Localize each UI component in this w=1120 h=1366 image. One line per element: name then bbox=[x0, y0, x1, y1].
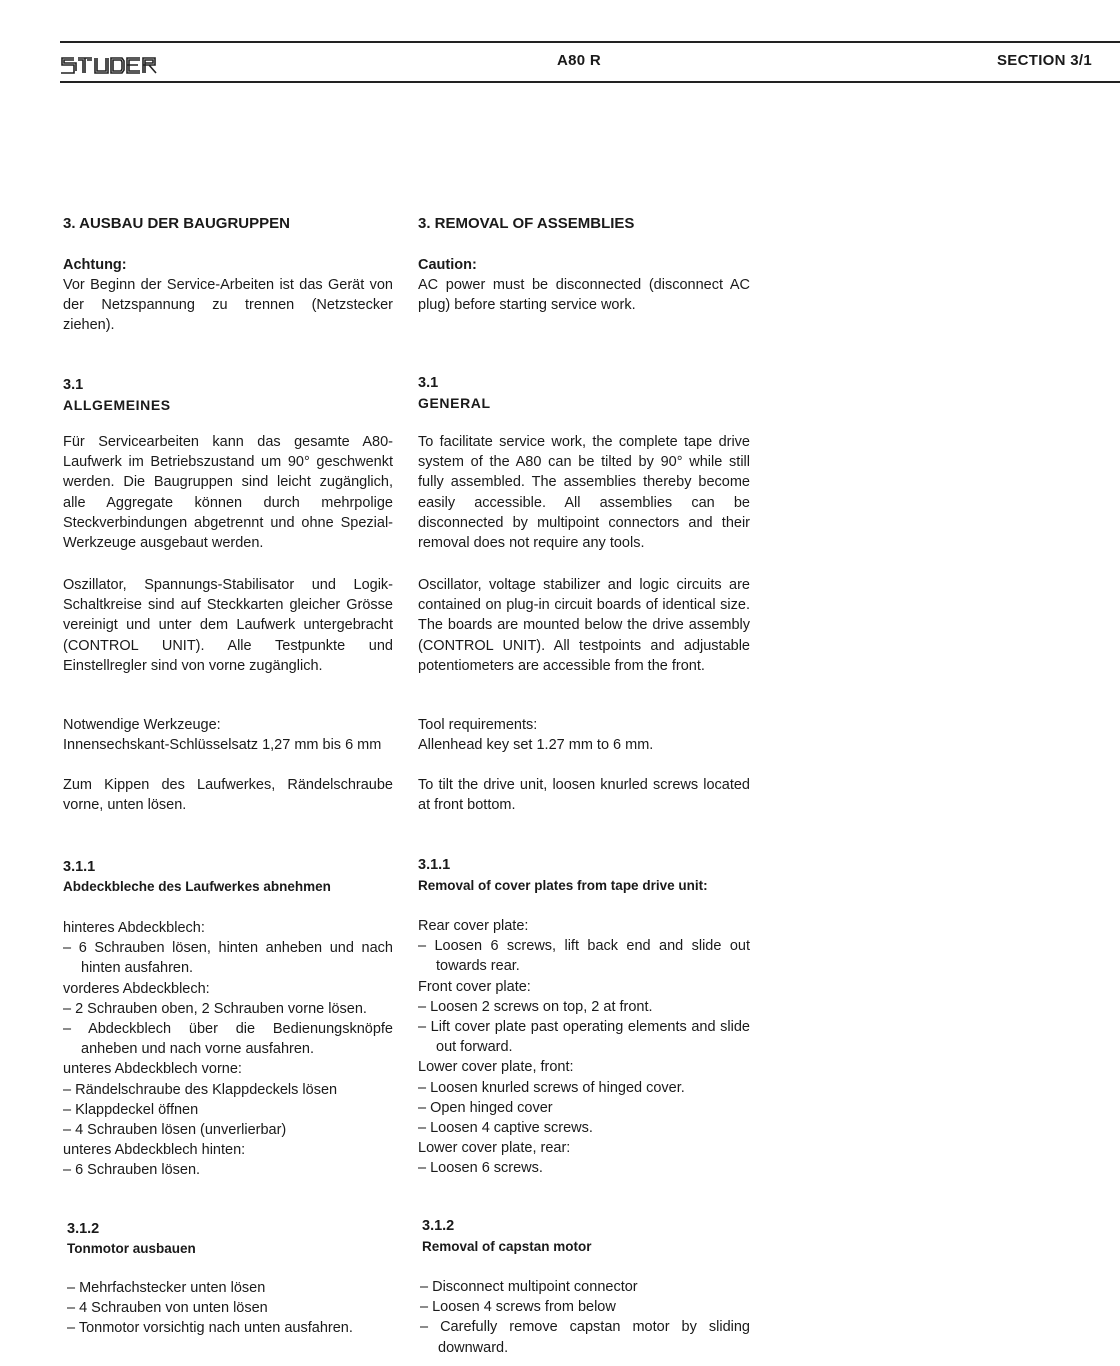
list-item: Lower cover plate, front: bbox=[418, 1059, 574, 1076]
en-s312-number: 3.1.2 bbox=[422, 1218, 455, 1234]
de-s31-title: ALLGEMEINES bbox=[63, 397, 171, 413]
list-item: – Loosen 4 screws from below bbox=[420, 1299, 616, 1316]
list-item: – Open hinged cover bbox=[418, 1099, 553, 1116]
list-item: – 2 Schrauben oben, 2 Schrauben vorne lösen. bbox=[63, 1000, 367, 1017]
list-item: Front cover plate: bbox=[418, 978, 531, 995]
de-s311-number: 3.1.1 bbox=[63, 859, 96, 875]
en-caution-text: AC power must be disconnected (disconnect AC plug) before starting service work. bbox=[418, 277, 750, 314]
list-item: – Loosen 2 screws on top, 2 at front. bbox=[418, 998, 653, 1015]
en-tools-label: Tool requirements: bbox=[418, 717, 538, 733]
list-item: – Loosen knurled screws of hinged cover. bbox=[418, 1079, 685, 1096]
en-s311-title: Removal of cover plates from tape drive unit: bbox=[418, 878, 708, 893]
en-tilt-text: To tilt the drive unit, loosen knurled screws located at front bottom. bbox=[418, 777, 750, 814]
list-item: Lower cover plate, rear: bbox=[418, 1140, 571, 1157]
de-title: 3. AUSBAU DER BAUGRUPPEN bbox=[63, 215, 290, 232]
list-item: – 4 Schrauben lösen (unverlierbar) bbox=[63, 1122, 287, 1139]
en-caution-label: Caution: bbox=[418, 257, 477, 273]
list-item: vorderes Abdeckblech: bbox=[63, 980, 210, 997]
list-item: – 4 Schrauben von unten lösen bbox=[67, 1300, 268, 1317]
en-s31-paragraph-2: Oscillator, voltage stabilizer and logic circuits are contained on plug-in circuit boards of identical size. The boards are mounted below the drive assembly (CONTROL UNIT). All testpoints and adjustable potentiometers are accessible from the front. bbox=[418, 577, 750, 674]
de-s312-number: 3.1.2 bbox=[67, 1221, 100, 1237]
list-item: – Abdeckblech über die Bedienungsknöpfe anheben und nach vorne ausfahren. bbox=[63, 1021, 393, 1058]
list-item: – 6 Schrauben lösen. bbox=[63, 1162, 201, 1179]
en-s311-number: 3.1.1 bbox=[418, 857, 451, 873]
de-caution-label: Achtung: bbox=[63, 257, 127, 273]
list-item: – Mehrfachstecker unten lösen bbox=[67, 1280, 266, 1296]
de-caution-text: Vor Beginn der Service-Arbeiten ist das Gerät von der Netzspannung zu trennen (Netzstecker ziehen). bbox=[63, 277, 393, 334]
list-item: unteres Abdeckblech vorne: bbox=[63, 1061, 242, 1078]
de-s31-paragraph-2: Oszillator, Spannungs-Stabilisator und Logik-Schaltkreise sind auf Steckkarten gleicher Grösse vereinigt und unter dem Laufwerk untergebracht (CONTROL UNIT). Alle Testpunkte und Einstellregler sind von vorne zugänglich. bbox=[63, 577, 393, 674]
en-s311-list bbox=[418, 916, 750, 1179]
list-item: hinteres Abdeckblech: bbox=[63, 920, 205, 936]
header-rule-bottom bbox=[60, 81, 1120, 83]
studer-logo bbox=[60, 56, 158, 75]
de-s311-list bbox=[63, 918, 393, 1181]
en-s312-list bbox=[420, 1277, 750, 1358]
en-s31-number: 3.1 bbox=[418, 375, 439, 391]
en-tools-text: Allenhead key set 1.27 mm to 6 mm. bbox=[418, 737, 654, 753]
list-item: unteres Abdeckblech hinten: bbox=[63, 1142, 246, 1159]
de-s31-paragraph-1: Für Servicearbeiten kann das gesamte A80-Laufwerk im Betriebszustand um 90° geschwenkt werden. Die Baugruppen sind leicht zugänglich, alle Aggregate können durch mehrpolige Steckverbindungen abgetrennt und ohne Spezial-Werkzeuge ausgebaut werden. bbox=[63, 434, 393, 552]
list-item: Rear cover plate: bbox=[418, 918, 529, 934]
list-item: – Disconnect multipoint connector bbox=[420, 1279, 638, 1295]
en-title: 3. REMOVAL OF ASSEMBLIES bbox=[418, 215, 635, 232]
header-rule-top bbox=[60, 41, 1120, 43]
list-item: – Loosen 4 captive screws. bbox=[418, 1120, 593, 1137]
list-item: – Loosen 6 screws, lift back end and slide out towards rear. bbox=[418, 938, 750, 975]
de-s31-number: 3.1 bbox=[63, 377, 84, 393]
list-item: – Tonmotor vorsichtig nach unten ausfahren. bbox=[67, 1320, 353, 1337]
de-tools-text: Innensechskant-Schlüsselsatz 1,27 mm bis 6 mm bbox=[63, 737, 382, 753]
list-item: – Klappdeckel öffnen bbox=[63, 1101, 199, 1118]
list-item: – Loosen 6 screws. bbox=[418, 1160, 543, 1177]
list-item: – 6 Schrauben lösen, hinten anheben und nach hinten ausfahren. bbox=[63, 940, 393, 977]
header-section: SECTION 3/1 bbox=[997, 52, 1092, 69]
list-item: – Carefully remove capstan motor by sliding downward. bbox=[420, 1319, 750, 1356]
en-s31-title: GENERAL bbox=[418, 395, 491, 411]
list-item: – Rändelschraube des Klappdeckels lösen bbox=[63, 1081, 338, 1098]
de-s311-title: Abdeckbleche des Laufwerkes abnehmen bbox=[63, 879, 331, 894]
de-tools-label: Notwendige Werkzeuge: bbox=[63, 717, 221, 733]
de-tilt-text: Zum Kippen des Laufwerkes, Rändelschraube vorne, unten lösen. bbox=[63, 777, 393, 814]
en-s31-paragraph-1: To facilitate service work, the complete tape drive system of the A80 can be tilted by 90° while still fully assembled. The assemblies thereby become easily accessible. All assemblies can be disconnected by multipoint connectors and their removal does not require any tools. bbox=[418, 434, 750, 552]
header-model: A80 R bbox=[557, 52, 602, 69]
de-s312-list bbox=[67, 1278, 393, 1339]
list-item: – Lift cover plate past operating elements and slide out forward. bbox=[418, 1019, 750, 1056]
de-s312-title: Tonmotor ausbauen bbox=[67, 1241, 196, 1256]
en-s312-title: Removal of capstan motor bbox=[422, 1239, 592, 1254]
